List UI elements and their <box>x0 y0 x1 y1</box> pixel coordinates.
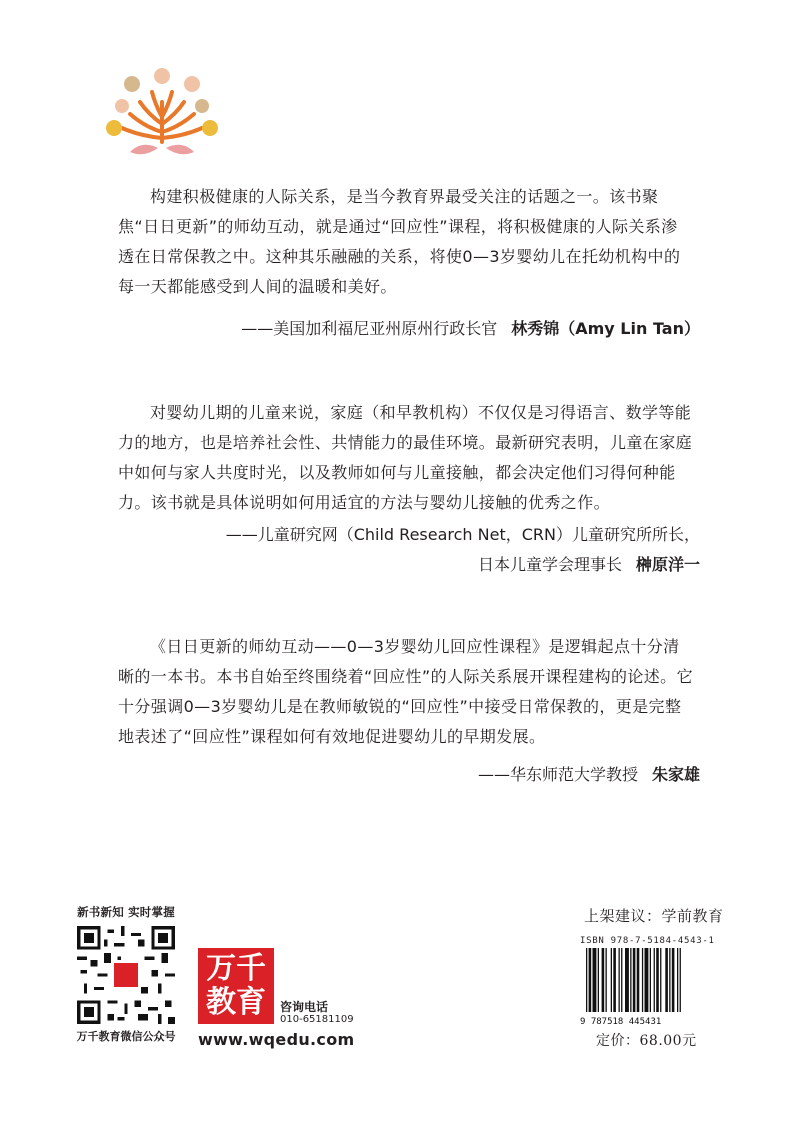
book-info <box>578 905 733 1050</box>
quote-2-attribution <box>226 520 700 580</box>
quote-3-text: 《日日更新的师幼互动——0—3岁婴幼儿回应性课程》是逻辑起点十分清晰的一本书。本书自始至终围绕着“回应性”的人际关系展开课程建构的论述。它十分强调0—3岁婴幼儿是在教师敏锐的“回应性”中接受日常保教的，更是完整地表述了“回应性”课程如何有效地促进婴幼儿的早期发展。 <box>118 637 693 746</box>
leaf-right <box>166 145 194 154</box>
barcode-bar <box>665 948 668 1012</box>
quote-2-text: 对婴幼儿期的儿童来说，家庭（和早教机构）不仅仅是习得语言、数学等能力的地方，也是培养社会性、共情能力的最佳环境。最新研究表明，儿童在家庭中如何与家人共度时光，以及教师如何与儿童接触，都会决定他们习得何种能力。该书就是具体说明如何用适宜的方法与婴幼儿接触的优秀之作。 <box>118 403 693 512</box>
bud-circle <box>124 76 140 92</box>
isbn-label: ISBN 978-7-5184-4543-1 <box>580 936 715 946</box>
barcode-bar <box>621 948 622 1012</box>
quote-1-attribution <box>241 314 700 344</box>
barcode-bar <box>645 948 649 1012</box>
bud-circle <box>184 76 200 92</box>
barcode-bar <box>642 948 643 1012</box>
logo-line-1: 万千 <box>206 951 266 986</box>
barcode-bar <box>589 948 592 1012</box>
barcode-bar <box>611 948 612 1012</box>
publisher-brand <box>196 948 366 1048</box>
attribution-name: 榊原洋一 <box>635 555 700 574</box>
barcode-bar <box>672 948 675 1012</box>
logo-line-2: 教育 <box>206 985 266 1020</box>
barcode-bar <box>633 948 636 1012</box>
barcode-digits: 9 787518 445431 <box>580 1017 662 1026</box>
barcode-bar <box>654 948 655 1012</box>
bud-circle <box>106 120 122 136</box>
barcode <box>578 948 728 1026</box>
qr-bottom-label: 万千教育微信公众号 <box>76 1030 176 1043</box>
bud-top-circle <box>154 68 170 84</box>
bud-circle <box>202 120 218 136</box>
attribution-title: ——华东师范大学教授 <box>477 765 638 784</box>
barcode-bar <box>593 948 597 1012</box>
barcode-bar <box>586 948 587 1012</box>
publisher-logo <box>198 948 274 1024</box>
attribution-title: ——美国加利福尼亚州原州行政长官 <box>241 319 498 338</box>
attribution-title-2: 日本儿童学会理事长 <box>477 555 622 574</box>
quote-1-text: 构建积极健康的人际关系，是当今教育界最受关注的话题之一。该书聚焦“日日更新”的师幼互动，就是通过“回应性”课程，将积极健康的人际关系渗透在日常保教之中。这种其乐融融的关系，将使0—3岁婴幼儿在托幼机构中的每一天都能感受到人间的温暖和美好。 <box>118 187 681 296</box>
consult-label: 咨询电话 <box>280 1000 329 1014</box>
barcode-bar <box>660 948 661 1012</box>
bud-circle <box>195 99 209 113</box>
barcode-bar <box>625 948 629 1012</box>
price-label: 定价：68.00元 <box>596 1033 697 1049</box>
barcode-bar <box>619 948 620 1012</box>
barcode-bar <box>656 948 659 1012</box>
attribution-name: 林秀锦（Amy Lin Tan） <box>511 319 700 338</box>
decorative-plant-illustration <box>100 62 225 162</box>
barcode-bar <box>606 948 607 1012</box>
barcode-bar <box>630 948 631 1012</box>
qr-code[interactable] <box>77 926 175 1024</box>
barcode-bar <box>637 948 640 1012</box>
barcode-bar <box>598 948 599 1012</box>
quote-3-attribution <box>478 760 700 790</box>
barcode-bar <box>602 948 605 1012</box>
bud-circle <box>115 99 129 113</box>
barcode-bar <box>613 948 616 1012</box>
barcode-bar <box>680 948 681 1012</box>
qr-top-label: 新书新知 实时掌握 <box>77 905 175 919</box>
attribution-title: ——儿童研究网（Child Research Net，CRN）儿童研究所所长， <box>225 525 700 544</box>
barcode-bar <box>677 948 678 1012</box>
website-link[interactable]: www.wqedu.com <box>198 1030 355 1049</box>
shelf-label: 上架建议：学前教育 <box>584 907 724 925</box>
barcode-bar <box>650 948 651 1012</box>
phone-number: 010-65181109 <box>280 1014 354 1025</box>
leaf-left <box>130 145 158 154</box>
attribution-name: 朱家雄 <box>651 765 700 784</box>
qr-block <box>62 904 190 1044</box>
qr-center-badge <box>114 963 138 987</box>
barcode-bar <box>669 948 670 1012</box>
